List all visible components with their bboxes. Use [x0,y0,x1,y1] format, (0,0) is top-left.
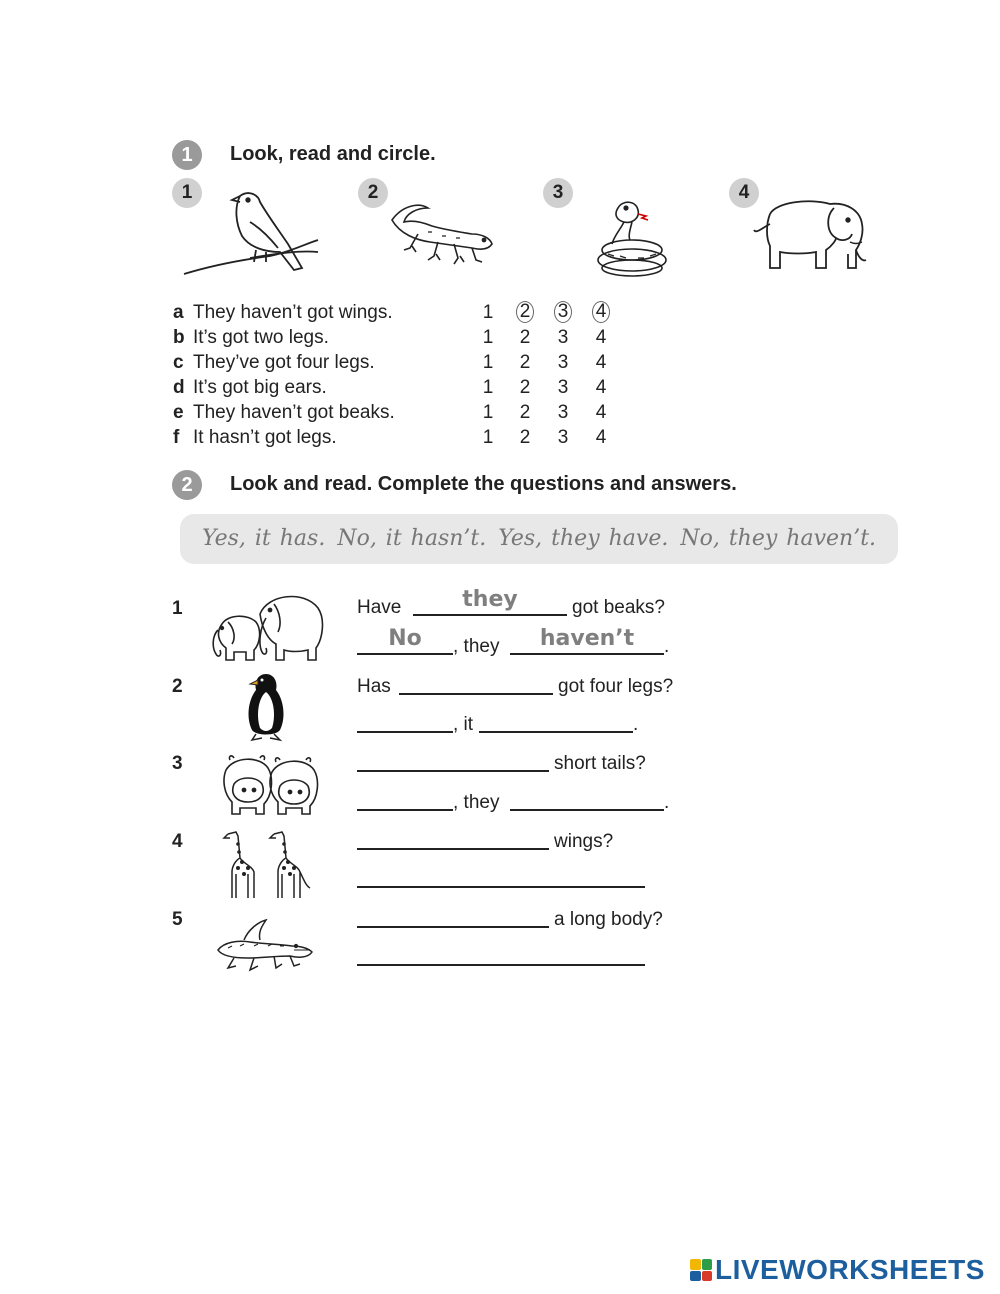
statement-row [173,300,613,325]
word-bank-item: Yes, they have. [498,526,669,551]
item-3-answer-blank-2[interactable] [510,809,664,811]
logo-square-green [702,1259,713,1270]
statement-text: They haven’t got beaks. [193,402,395,423]
option-1[interactable]: 1 [482,327,494,348]
item-3-question-end: short tails? [554,753,646,774]
statement-row [173,425,613,450]
logo-square-red [702,1271,713,1282]
item-3-answer-end: . [664,792,670,813]
option-4[interactable]: 4 [595,377,607,398]
word-bank-item: Yes, it has. [201,526,326,551]
option-1[interactable]: 1 [482,377,494,398]
statement-text: It hasn’t got legs. [193,427,337,448]
penguin-icon [244,672,288,742]
option-4[interactable]: 4 [595,352,607,373]
item-4-answer-blank[interactable] [357,886,645,888]
exercise-1-title: Look, read and circle. [230,143,436,165]
brand-name: LIVEWORKSHEETS [715,1254,985,1285]
option-4[interactable]: 4 [595,402,607,423]
item-5-answer-blank[interactable] [357,964,645,966]
elephant-icon [750,194,872,274]
statement-letter: e [173,402,184,423]
word-bank-item: No, they haven’t. [680,526,877,551]
option-1[interactable]: 1 [482,352,494,373]
statement-letter: c [173,352,184,373]
statement-text: They haven’t got wings. [193,302,393,323]
item-1-answer-word-2: haven’t [539,626,635,651]
option-2[interactable]: 2 [519,427,531,448]
giraffes-icon [222,828,318,900]
item-2-question-end: got four legs? [558,676,674,697]
logo-square-blue [690,1271,701,1282]
item-2-question-start: Has [357,676,391,697]
item-1-answer-mid: , they [453,636,500,657]
exercise-2-badge: 2 [172,470,202,500]
option-2[interactable]: 2 [519,327,531,348]
option-1[interactable]: 1 [482,427,494,448]
option-2[interactable]: 2 [519,352,531,373]
item-2-answer-blank-1[interactable] [357,731,453,733]
item-1-question-end: got beaks? [572,597,665,618]
option-1[interactable]: 1 [482,302,494,323]
liveworksheets-logo [690,1253,985,1287]
item-2-number: 2 [172,676,183,697]
logo-square-yellow [690,1259,701,1270]
item-1-answer-blank-2[interactable] [510,653,664,655]
picture-3-number: 3 [543,178,573,208]
item-5-question-blank[interactable] [357,926,549,928]
statement-letter: f [173,427,180,448]
item-1-answer-end: . [664,636,670,657]
statement-row [173,350,613,375]
statement-text: It’s got big ears. [193,377,327,398]
word-bank-item: No, it hasn’t. [337,526,487,551]
option-3[interactable]: 3 [557,402,569,423]
exercise-2-title: Look and read. Complete the questions and answers. [230,473,737,495]
snake-icon [594,196,670,278]
item-2-answer-end: . [633,714,639,735]
statement-row [173,400,613,425]
item-1-number: 1 [172,598,183,619]
item-1-question-blank[interactable] [413,614,567,616]
bird-icon [180,182,322,278]
elephants-icon [208,588,326,664]
option-3-circled[interactable]: 3 [554,301,572,323]
option-3[interactable]: 3 [557,327,569,348]
option-3[interactable]: 3 [557,352,569,373]
logo-mark-icon [690,1259,712,1281]
option-2[interactable]: 2 [519,377,531,398]
item-5-number: 5 [172,909,183,930]
word-bank [180,514,898,564]
item-2-question-blank[interactable] [399,693,553,695]
item-1-question-start: Have [357,597,402,618]
statement-letter: d [173,377,185,398]
item-3-question-blank[interactable] [357,770,549,772]
item-2-answer-mid: , it [453,714,474,735]
item-4-number: 4 [172,831,183,852]
picture-1-number: 1 [172,178,202,208]
option-2[interactable]: 2 [519,402,531,423]
item-1-answer-word-1: No [388,626,422,651]
lizard-icon [388,198,496,268]
crocodile-icon [214,916,316,974]
statement-row [173,375,613,400]
statement-text: They’ve got four legs. [193,352,375,373]
item-4-question-end: wings? [554,831,614,852]
statement-text: It’s got two legs. [193,327,329,348]
item-1-answer-blank-1[interactable] [357,653,453,655]
option-4[interactable]: 4 [595,327,607,348]
item-3-answer-blank-1[interactable] [357,809,453,811]
item-1-question-answer: they [462,587,518,612]
statement-row [173,325,613,350]
item-2-answer-blank-2[interactable] [479,731,633,733]
item-5-question-end: a long body? [554,909,663,930]
hippos-icon [220,752,320,818]
item-4-question-blank[interactable] [357,848,549,850]
option-3[interactable]: 3 [557,427,569,448]
exercise-1-badge: 1 [172,140,202,170]
item-3-number: 3 [172,753,183,774]
picture-4-number: 4 [729,178,759,208]
option-4-circled[interactable]: 4 [592,301,610,323]
picture-2-number: 2 [358,178,388,208]
option-2-circled[interactable]: 2 [516,301,534,323]
option-3[interactable]: 3 [557,377,569,398]
option-4[interactable]: 4 [595,427,607,448]
statement-letter: b [173,327,185,348]
statement-letter: a [173,302,184,323]
item-3-answer-mid: , they [453,792,500,813]
option-1[interactable]: 1 [482,402,494,423]
